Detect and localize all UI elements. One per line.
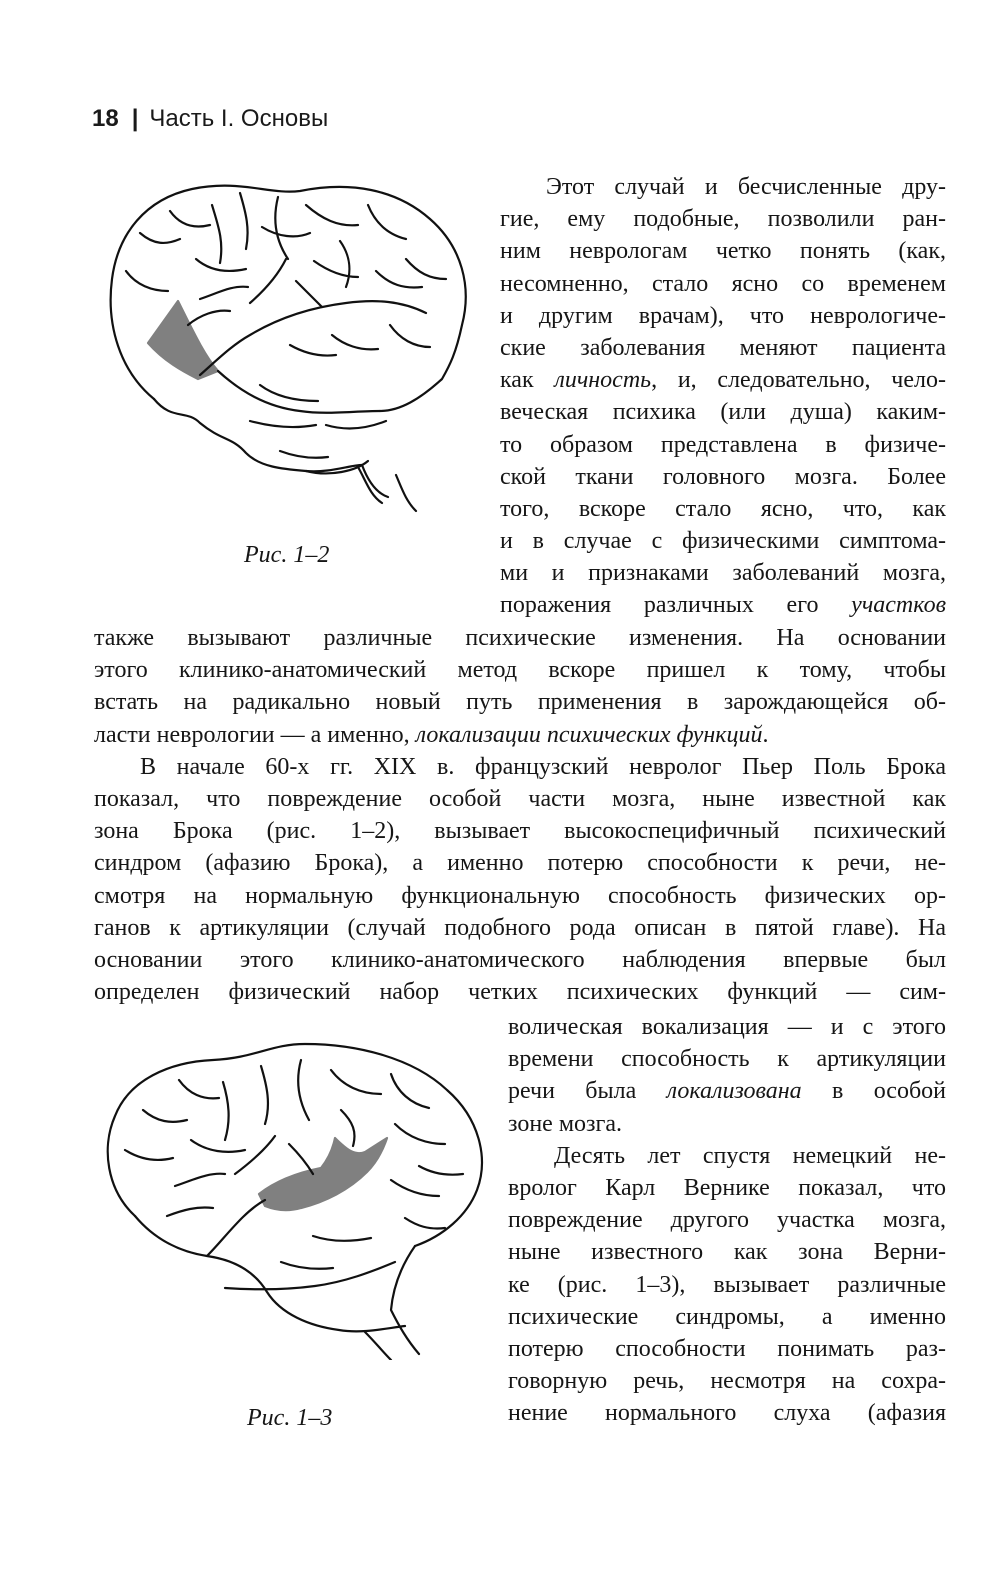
text-line: как личность, и, следовательно, чело- xyxy=(500,367,946,394)
text-line: Этот случай и бесчисленные дру- xyxy=(546,174,946,200)
text-line: ганов к артикуляции (случай подобного рода описан в пятой главе). На xyxy=(94,914,946,941)
text-line: ми и признаками заболеваний мозга, xyxy=(500,560,946,587)
emphasis: локализована xyxy=(666,1078,802,1105)
emphasis: личность xyxy=(554,367,652,394)
text-line: ской ткани головного мозга. Более xyxy=(500,463,946,490)
page-number: 18 xyxy=(92,105,119,132)
figure-brain-broca xyxy=(100,175,475,515)
emphasis: участков xyxy=(851,592,946,619)
text-line: зоне мозга. xyxy=(508,1110,622,1137)
text-line: гие, ему подобные, позволили ран- xyxy=(500,206,946,233)
text-line: времени способность к артикуляции xyxy=(508,1046,946,1073)
text-line: ласти неврологии — а именно, локализации психических функций. xyxy=(94,721,769,748)
text-line: зона Брока (рис. 1–2), вызывает высокоспецифичный психический xyxy=(94,818,946,845)
text-line: говорную речь, несмотря на сохра- xyxy=(508,1368,946,1395)
text-line: ские заболевания меняют пациента xyxy=(500,334,946,361)
figure-caption-1-2: Рис. 1–2 xyxy=(244,542,330,568)
text-line: психические синдромы, а именно xyxy=(508,1303,946,1330)
text-line: этого клинико-анатомический метод вскоре пришел к тому, чтобы xyxy=(94,657,946,684)
text-line: ныне известного как зона Верни- xyxy=(508,1239,946,1266)
wernicke-area xyxy=(259,1138,387,1210)
text-line: и другим врачам), что неврологиче- xyxy=(500,302,946,329)
text-line: веческая психика (или душа) каким- xyxy=(500,399,946,426)
running-head xyxy=(92,104,328,134)
text-line: синдром (афазию Брока), а именно потерю способности к речи, не- xyxy=(94,850,946,877)
text-line: несомненно, стало ясно со временем xyxy=(500,270,946,297)
text-line: также вызывают различные психические изменения. На основании xyxy=(94,625,946,651)
text-line: смотря на нормальную функциональную способность физических ор- xyxy=(94,882,946,909)
text-full-width xyxy=(94,622,946,1008)
text-line: ним неврологам четко понять (как, xyxy=(500,238,946,265)
text-line: вролог Карл Вернике показал, что xyxy=(508,1174,946,1201)
emphasis: локализации психических функций xyxy=(415,721,763,748)
text-column-1 xyxy=(500,171,946,622)
text-line: речи была локализована в особой xyxy=(508,1078,946,1105)
text-line: того, вскоре стало ясно, что, как xyxy=(500,495,946,522)
text-line: повреждение другого участка мозга, xyxy=(508,1207,946,1234)
figure-caption-1-3: Рис. 1–3 xyxy=(247,1405,333,1431)
text-line: волическая вокализация — и с этого xyxy=(508,1014,946,1040)
text-line: определен физический набор четких психических функций — сим- xyxy=(94,979,946,1006)
text-line: встать на радикально новый путь применения в зарождающейся об- xyxy=(94,689,946,716)
text-line: ке (рис. 1–3), вызывает различные xyxy=(508,1271,946,1298)
section-title: Часть I. Основы xyxy=(149,105,329,132)
text-column-2 xyxy=(508,1011,946,1429)
text-line: поражения различных его участков xyxy=(500,592,946,619)
text-line: Десять лет спустя немецкий не- xyxy=(554,1142,946,1169)
text-line: основании этого клинико-анатомического наблюдения впервые был xyxy=(94,946,946,973)
text-line: и в случае с физическими симптома- xyxy=(500,528,946,555)
text-line: потерю способности понимать раз- xyxy=(508,1335,946,1362)
text-line: В начале 60-х гг. XIX в. французский невролог Пьер Поль Брока xyxy=(140,753,946,780)
text-line: то образом представлена в физиче- xyxy=(500,431,946,458)
header-separator: | xyxy=(131,105,139,132)
text-line: показал, что повреждение особой части мозга, ныне известной как xyxy=(94,785,946,812)
figure-brain-wernicke xyxy=(95,1040,495,1360)
text-line: нение нормального слуха (афазия xyxy=(508,1400,946,1427)
